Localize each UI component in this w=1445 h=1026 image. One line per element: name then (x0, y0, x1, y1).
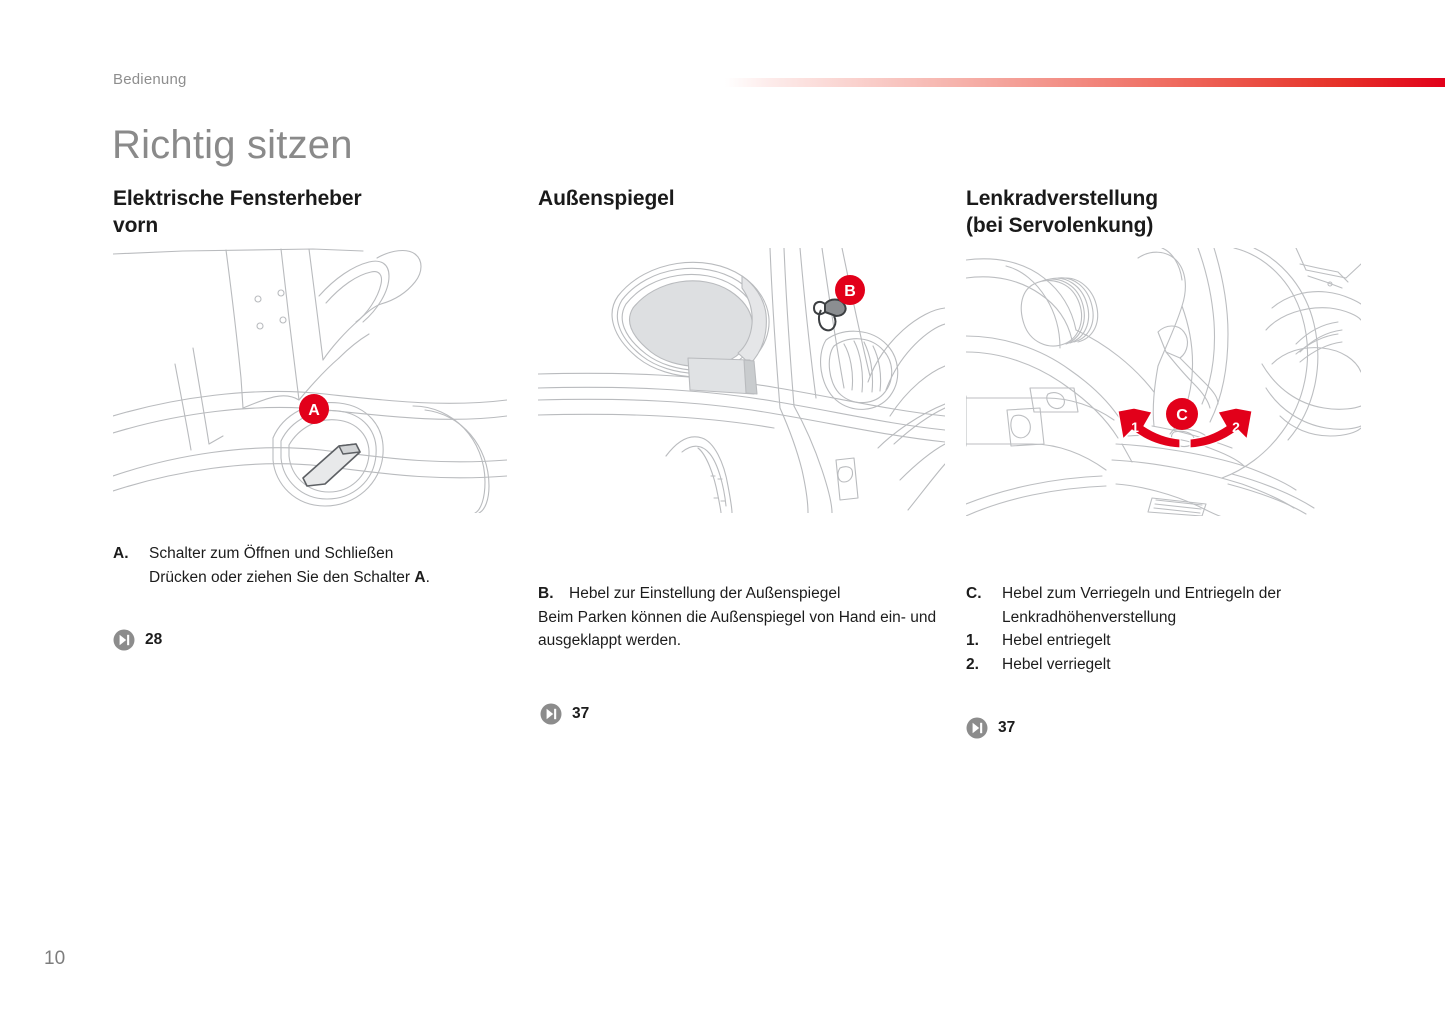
skip-forward-icon (966, 717, 988, 739)
svg-text:C: C (1176, 407, 1188, 424)
column-1-continuation (113, 566, 513, 590)
continuation-bold-ref: A (414, 568, 426, 586)
callout-badge-b (835, 275, 865, 305)
column-exterior-mirror (538, 186, 945, 213)
list-item (966, 582, 1366, 606)
list-item-key: C. (966, 585, 982, 602)
column-1-heading-line-1: Elektrische Fensterheber (113, 187, 362, 210)
column-3-continuation: Lenkradhöhenverstellung (1002, 608, 1177, 626)
column-1-body (113, 542, 513, 589)
page-reference-3[interactable] (966, 717, 1015, 739)
list-item-key: B. (538, 585, 554, 602)
page-title: Richtig sitzen (112, 123, 353, 167)
svg-text:A: A (308, 402, 320, 419)
column-3-heading (966, 186, 1361, 240)
page-reference-number: 37 (998, 719, 1016, 736)
list-item (113, 542, 513, 566)
skip-forward-icon (113, 629, 135, 651)
continuation-prefix: Drücken oder ziehen Sie den Schalter (149, 568, 415, 586)
column-window-lifts (113, 186, 508, 240)
steering-column-adjustment-illustration (966, 248, 1361, 516)
list-item (966, 629, 1366, 653)
list-item-text: Hebel zur Einstellung der Außenspiegel (569, 585, 841, 602)
list-item-text: Schalter zum Öffnen und Schließen (149, 545, 394, 562)
column-1-heading-line-2: vorn (113, 213, 159, 237)
svg-text:B: B (844, 283, 856, 300)
column-3-heading-line-1: Lenkradverstellung (966, 187, 1158, 210)
page-reference-number: 37 (572, 705, 590, 722)
page-reference-2[interactable] (540, 703, 589, 725)
list-item-text: Hebel entriegelt (1002, 632, 1111, 650)
list-item-key: 1. (966, 632, 979, 650)
header-rule (725, 78, 1445, 87)
page-reference-1[interactable] (113, 629, 162, 651)
column-steering-adjustment (966, 186, 1361, 240)
svg-text:1: 1 (1131, 419, 1139, 435)
list-item (538, 582, 938, 606)
column-2-paragraph: Beim Parken können die Außenspiegel von Hand ein- und ausgeklappt werden. (538, 608, 937, 650)
exterior-mirror-illustration (538, 248, 945, 513)
list-item (966, 653, 1366, 677)
column-3-body (966, 582, 1366, 676)
list-item-key: A. (113, 545, 129, 562)
page-number: 10 (44, 948, 66, 969)
rotation-arrow-2 (1190, 408, 1252, 448)
list-item-text: Hebel verriegelt (1002, 655, 1111, 673)
door-window-switch-illustration (113, 248, 507, 513)
column-3-heading-line-2: (bei Servolenkung) (966, 213, 1154, 237)
column-2-heading: Außenspiegel (538, 187, 675, 210)
column-2-body (538, 582, 938, 653)
list-item-key: 2. (966, 655, 979, 673)
callout-badge-c (1166, 398, 1198, 430)
column-1-heading (113, 186, 508, 240)
page-reference-number: 28 (145, 631, 163, 648)
skip-forward-icon (540, 703, 562, 725)
svg-text:2: 2 (1232, 419, 1240, 435)
list-item-text: Hebel zum Verriegeln und Entriegeln der (1002, 585, 1282, 602)
section-label: Bedienung (113, 71, 187, 88)
continuation-suffix: . (425, 568, 430, 586)
callout-badge-a (299, 394, 329, 424)
